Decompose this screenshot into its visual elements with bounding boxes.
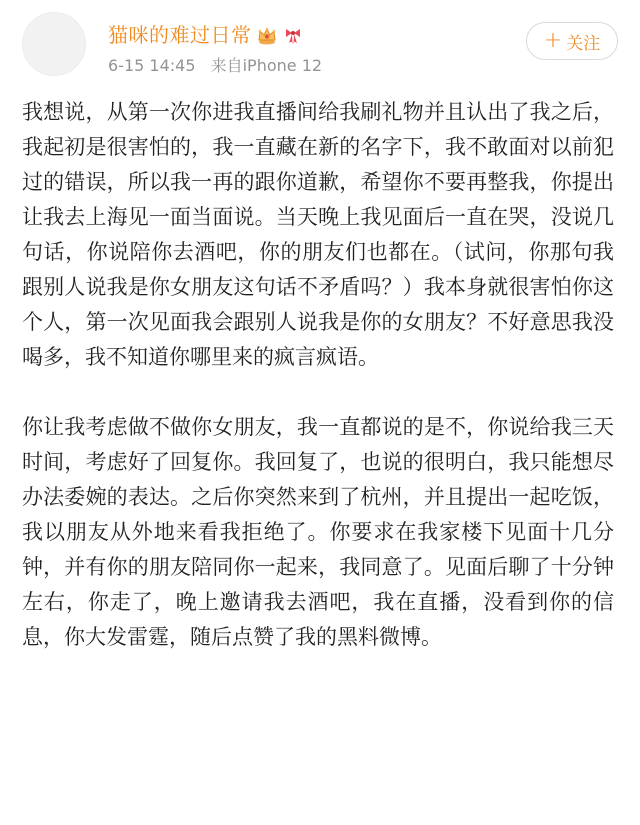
post-meta	[108, 55, 322, 77]
plus-icon: +	[543, 28, 563, 53]
avatar[interactable]	[22, 12, 86, 76]
crown-icon[interactable]	[256, 24, 278, 46]
ribbon-icon[interactable]	[282, 24, 304, 46]
post-body	[22, 95, 614, 655]
post-source: 来自iPhone 12	[210, 56, 323, 75]
follow-label: 关注	[566, 33, 601, 54]
post-header	[0, 0, 640, 90]
post-date: 6-15 14:45	[108, 56, 196, 75]
user-name-row	[108, 20, 304, 50]
follow-button[interactable]	[526, 22, 618, 60]
post-paragraph-1: 我想说，从第一次你进我直播间给我刷礼物并且认出了我之后，我起初是很害怕的，我一直藏在新的名字下，我不敢面对以前犯过的错误，所以我一再的跟你道歉，希望你不要再整我，你提出让我去上海见一面当面说。当天晚上我见面后一直在哭，没说几句话，你说陪你去酒吧，你的朋友们也都在。（试问，你那句我跟别人说我是你女朋友这句话不矛盾吗？）我本身就很害怕你这个人，第一次见面我会跟别人说我是你的女朋友？不好意思我没喝多，我不知道你哪里来的疯言疯语。	[22, 100, 614, 369]
post-paragraph-2: 你让我考虑做不做你女朋友，我一直都说的是不，你说给我三天时间，考虑好了回复你。我回复了，也说的很明白，我只能想尽办法委婉的表达。之后你突然来到了杭州，并且提出一起吃饭，我以朋友从外地来看我拒绝了。你要求在我家楼下见面十几分钟，并有你的朋友陪同你一起来，我同意了。见面后聊了十分钟左右，你走了，晚上邀请我去酒吧，我在直播，没看到你的信息，你大发雷霆，随后点赞了我的黑料微博。	[22, 415, 614, 649]
user-name[interactable]: 猫咪的难过日常	[108, 23, 252, 47]
